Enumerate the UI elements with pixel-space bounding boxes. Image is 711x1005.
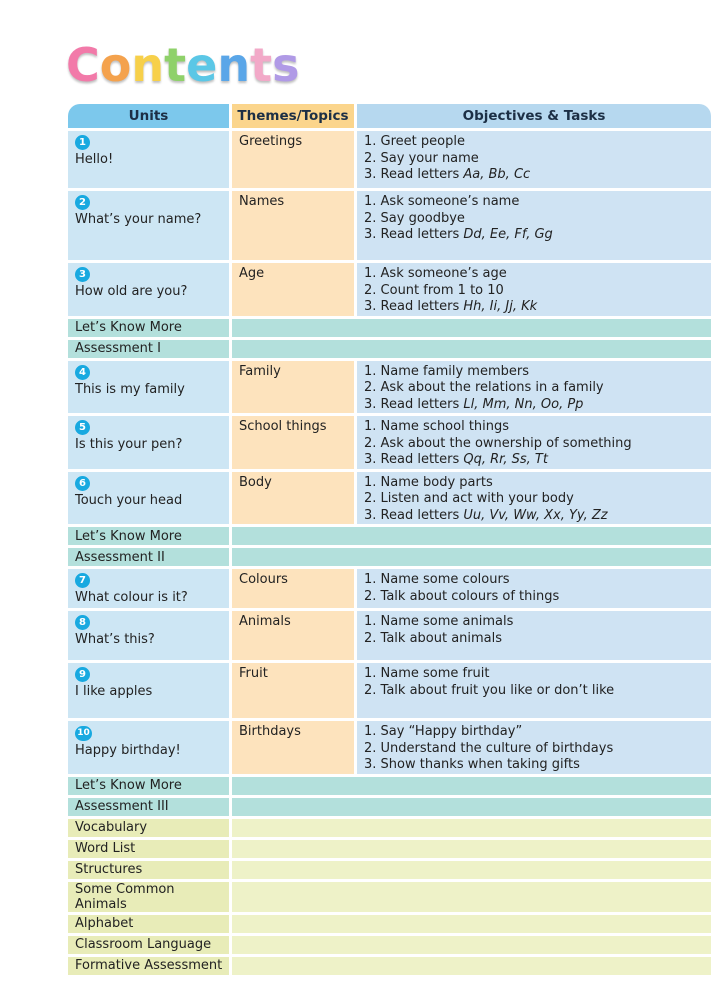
objective-item: 3. Read letters Dd, Ee, Ff, Gg xyxy=(364,227,553,242)
appendix-fill xyxy=(229,840,711,858)
theme-cell: Birthdays xyxy=(229,721,354,774)
section-row xyxy=(68,798,711,816)
theme-cell: Fruit xyxy=(229,663,354,718)
section-row xyxy=(68,777,711,795)
section-fill xyxy=(229,319,711,337)
title-letter: C xyxy=(66,38,100,92)
theme-cell: Colours xyxy=(229,569,354,608)
theme-cell: Names xyxy=(229,191,354,260)
unit-name: Is this your pen? xyxy=(75,437,183,452)
unit-cell xyxy=(68,416,229,469)
unit-row xyxy=(68,721,711,774)
unit-name: What’s this? xyxy=(75,632,155,647)
objective-item: 3. Read letters Uu, Vv, Ww, Xx, Yy, Zz xyxy=(364,507,608,523)
objective-item: 1. Name some colours xyxy=(364,572,510,587)
unit-cell xyxy=(68,611,229,660)
objective-item: 1. Ask someone’s age xyxy=(364,266,507,281)
objective-item: 1. Name family members xyxy=(364,363,529,379)
unit-name: This is my family xyxy=(75,381,185,397)
objective-item: 2. Ask about the ownership of something xyxy=(364,435,632,451)
unit-cell xyxy=(68,131,229,188)
appendix-label: Some Common Animals xyxy=(68,882,229,912)
appendix-row xyxy=(68,936,711,954)
unit-cell xyxy=(68,721,229,774)
letters-italic: Hh, Ii, Jj, Kk xyxy=(463,299,538,314)
title-letter: e xyxy=(186,38,218,92)
objective-item: 3. Read letters Hh, Ii, Jj, Kk xyxy=(364,299,538,314)
section-row xyxy=(68,527,711,545)
header-units: Units xyxy=(68,104,229,128)
appendix-fill xyxy=(229,819,711,837)
section-row xyxy=(68,319,711,337)
unit-number-badge: 2 xyxy=(75,195,90,210)
title-letter: t xyxy=(164,38,187,92)
objective-item: 3. Show thanks when taking gifts xyxy=(364,757,580,772)
title-letter: o xyxy=(99,38,132,92)
theme-cell: Age xyxy=(229,263,354,316)
unit-row xyxy=(68,191,711,260)
objectives-cell xyxy=(354,569,711,608)
objectives-cell xyxy=(354,721,711,774)
unit-number-badge: 8 xyxy=(75,615,90,630)
unit-cell xyxy=(68,472,229,525)
unit-number-badge: 3 xyxy=(75,267,90,282)
header-themes: Themes/Topics xyxy=(229,104,354,128)
objective-item: 2. Count from 1 to 10 xyxy=(364,282,504,298)
unit-cell xyxy=(68,361,229,414)
appendix-label: Vocabulary xyxy=(68,819,229,837)
objective-item: 2. Listen and act with your body xyxy=(364,491,574,506)
unit-row xyxy=(68,416,711,469)
objective-item: 2. Talk about animals xyxy=(364,630,503,646)
objective-item: 2. Say your name xyxy=(364,150,479,166)
unit-number-badge: 6 xyxy=(75,476,90,491)
appendix-row xyxy=(68,819,711,837)
title-letter: t xyxy=(250,38,273,92)
unit-name: I like apples xyxy=(75,684,153,699)
unit-name: What colour is it? xyxy=(75,590,188,605)
unit-row xyxy=(68,663,711,718)
appendix-fill xyxy=(229,915,711,933)
unit-number-badge: 7 xyxy=(75,573,90,588)
unit-row xyxy=(68,263,711,316)
unit-name: Hello! xyxy=(75,152,114,167)
objective-item: 1. Ask someone’s name xyxy=(364,194,520,209)
appendix-row xyxy=(68,861,711,879)
unit-number-badge: 10 xyxy=(75,726,92,741)
unit-number-badge: 5 xyxy=(75,420,90,435)
letters-italic: Uu, Vv, Ww, Xx, Yy, Zz xyxy=(463,507,608,523)
unit-row xyxy=(68,472,711,525)
section-label: Let’s Know More xyxy=(68,319,229,337)
objective-item: 1. Name school things xyxy=(364,419,510,434)
appendix-label: Formative Assessment xyxy=(68,957,229,975)
unit-cell xyxy=(68,263,229,316)
theme-cell: Body xyxy=(229,472,354,525)
letters-italic: Aa, Bb, Cc xyxy=(463,167,531,182)
unit-name: How old are you? xyxy=(75,284,188,299)
objectives-cell xyxy=(354,472,711,525)
objective-item: 3. Read letters Aa, Bb, Cc xyxy=(364,167,531,182)
theme-cell: Greetings xyxy=(229,131,354,188)
appendix-row xyxy=(68,882,711,912)
objectives-cell xyxy=(354,663,711,718)
table-header-row xyxy=(68,104,711,128)
objective-item: 1. Say “Happy birthday” xyxy=(364,724,523,739)
objective-item: 2. Talk about fruit you like or don’t like xyxy=(364,682,615,698)
unit-cell xyxy=(68,663,229,718)
section-label: Assessment III xyxy=(68,798,229,816)
unit-row xyxy=(68,569,711,608)
section-row xyxy=(68,340,711,358)
letters-italic: Qq, Rr, Ss, Tt xyxy=(463,452,548,467)
section-fill xyxy=(229,777,711,795)
appendix-label: Word List xyxy=(68,840,229,858)
objective-item: 2. Understand the culture of birthdays xyxy=(364,740,614,756)
objective-item: 1. Greet people xyxy=(364,134,465,149)
section-row xyxy=(68,548,711,566)
section-fill xyxy=(229,527,711,545)
unit-name: Touch your head xyxy=(75,492,183,508)
letters-italic: Dd, Ee, Ff, Gg xyxy=(463,227,553,242)
objective-item: 1. Name body parts xyxy=(364,474,493,490)
unit-name: What’s your name? xyxy=(75,212,202,227)
objective-item: 2. Talk about colours of things xyxy=(364,588,560,604)
objective-item: 3. Read letters Ll, Mm, Nn, Oo, Pp xyxy=(364,396,584,412)
section-fill xyxy=(229,340,711,358)
objectives-cell xyxy=(354,263,711,316)
section-label: Assessment I xyxy=(68,340,229,358)
contents-title xyxy=(66,36,300,92)
objectives-cell xyxy=(354,361,711,414)
objective-item: 2. Say goodbye xyxy=(364,210,465,226)
appendix-fill xyxy=(229,957,711,975)
letters-italic: Ll, Mm, Nn, Oo, Pp xyxy=(463,396,584,412)
objectives-cell xyxy=(354,131,711,188)
section-fill xyxy=(229,548,711,566)
unit-number-badge: 4 xyxy=(75,365,90,380)
theme-cell: School things xyxy=(229,416,354,469)
appendix-label: Alphabet xyxy=(68,915,229,933)
appendix-fill xyxy=(229,882,711,912)
objectives-cell xyxy=(354,611,711,660)
unit-cell xyxy=(68,569,229,608)
objectives-cell xyxy=(354,191,711,260)
objectives-cell xyxy=(354,416,711,469)
appendix-label: Structures xyxy=(68,861,229,879)
appendix-fill xyxy=(229,936,711,954)
title-letter: n xyxy=(131,38,165,92)
title-letter: n xyxy=(217,38,251,92)
objective-item: 3. Read letters Qq, Rr, Ss, Tt xyxy=(364,452,548,467)
title-letter: s xyxy=(272,38,300,92)
contents-table xyxy=(68,101,711,978)
objective-item: 1. Name some fruit xyxy=(364,666,490,681)
appendix-row xyxy=(68,957,711,975)
header-objectives: Objectives & Tasks xyxy=(354,104,711,128)
appendix-label: Classroom Language xyxy=(68,936,229,954)
unit-row xyxy=(68,611,711,660)
objective-item: 1. Name some animals xyxy=(364,614,514,629)
section-fill xyxy=(229,798,711,816)
objective-item: 2. Ask about the relations in a family xyxy=(364,380,604,395)
unit-name: Happy birthday! xyxy=(75,743,181,758)
appendix-row xyxy=(68,915,711,933)
theme-cell: Animals xyxy=(229,611,354,660)
unit-number-badge: 9 xyxy=(75,667,90,682)
unit-number-badge: 1 xyxy=(75,135,90,150)
section-label: Let’s Know More xyxy=(68,527,229,545)
theme-cell: Family xyxy=(229,361,354,414)
section-label: Let’s Know More xyxy=(68,777,229,795)
appendix-fill xyxy=(229,861,711,879)
section-label: Assessment II xyxy=(68,548,229,566)
unit-row xyxy=(68,361,711,414)
appendix-row xyxy=(68,840,711,858)
unit-cell xyxy=(68,191,229,260)
unit-row xyxy=(68,131,711,188)
